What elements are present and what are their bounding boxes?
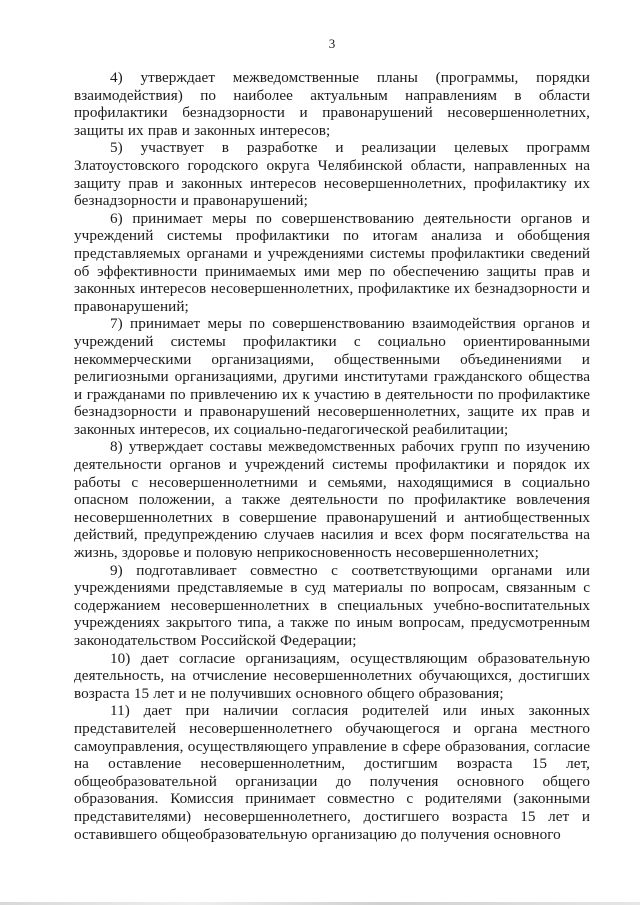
paragraph-item-9: 9) подготавливает совместно с соответствующими органами или учреждениями представляемые в суд материалы по вопросам, связанным с содержанием несовершеннолетних в специальных учебно-воспитательных учреждениях закрытого типа, а также по иным вопросам, предусмотренным законодательством Российской Федерации; — [74, 561, 590, 649]
page-number: 3 — [328, 36, 336, 51]
paragraph-item-4: 4) утверждает межведомственные планы (программы, порядки взаимодействия) по наиболее актуальным направлениям в области профилактики безнадзорности и правонарушений несовершеннолетних, защиты их прав и законных интересов; — [74, 69, 590, 139]
paragraph-item-10: 10) дает согласие организациям, осуществляющим образовательную деятельность, на отчисление несовершеннолетних обучающихся, достигших возраста 15 лет и не получивших основного общего образования; — [74, 649, 590, 702]
paragraph-item-8: 8) утверждает составы межведомственных рабочих групп по изучению деятельности органов и учреждений системы профилактики и порядок их работы с несовершеннолетними и семьями, находящимися в социально опасном положении, а также деятельности по профилактике вовлечения несовершеннолетних в совершение правонарушений и антиобщественных действий, предупреждению случаев насилия и всех форм посягательства на жизнь, здоровье и половую неприкосновенность несовершеннолетних; — [74, 438, 590, 562]
document-body — [74, 69, 590, 843]
paragraph-item-11: 11) дает при наличии согласия родителей или иных законных представителей несовершеннолетнего обучающегося и органа местного самоуправления, осуществляющего управление в сфере образования, согласие на оставление несовершеннолетним, достигшим возраста 15 лет, общеобразовательной организации до получения основного общего образования. Комиссия принимает совместно с родителями (законными представителями) несовершеннолетнего, достигшего возраста 15 лет и оставившего общеобразовательную организацию до получения основного — [74, 702, 590, 843]
paragraph-item-6: 6) принимает меры по совершенствованию деятельности органов и учреждений системы профилактики по итогам анализа и обобщения представляемых органами и учреждениями системы профилактики сведений об эффективности принимаемых ими мер по обеспечению защиты прав и законных интересов несовершеннолетних, профилактике их безнадзорности и правонарушений; — [74, 209, 590, 315]
paragraph-item-5: 5) участвует в разработке и реализации целевых программ Златоустовского городского округа Челябинской области, направленных на защиту прав и законных интересов несовершеннолетних, профилактику их безнадзорности и правонарушений; — [74, 139, 590, 210]
paragraph-item-7: 7) принимает меры по совершенствованию взаимодействия органов и учреждений системы профилактики с социально ориентированными некоммерческими организациями, общественными объединениями и религиозными организациями, другими институтами гражданского общества и гражданами по привлечению их к участию в деятельности по профилактике безнадзорности и правонарушений несовершеннолетних, защите их прав и законных интересов, их социально-педагогической реабилитации; — [74, 315, 590, 438]
